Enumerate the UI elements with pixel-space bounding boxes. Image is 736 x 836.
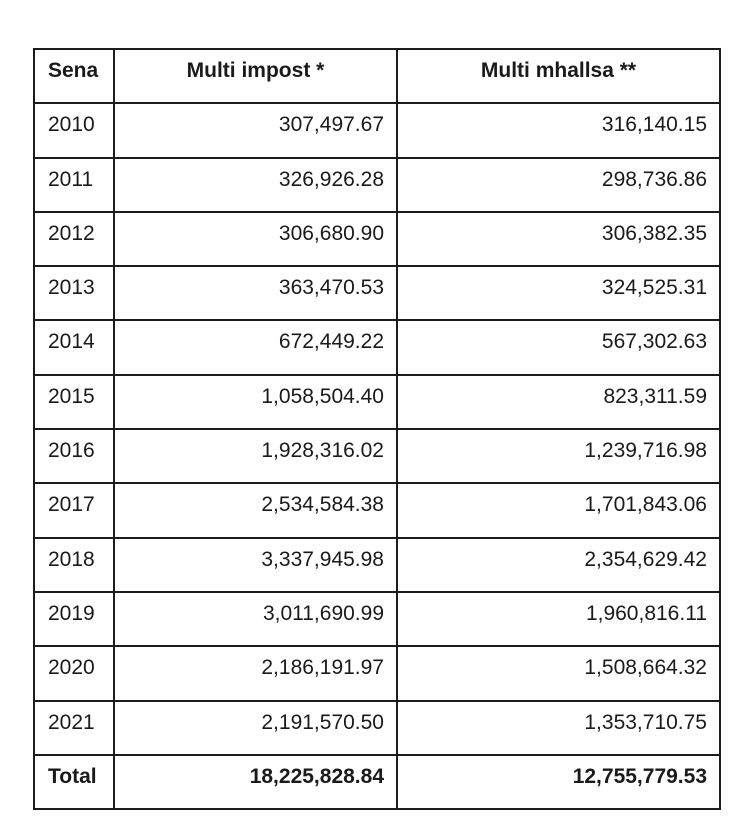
year-cell: 2012 <box>34 212 114 266</box>
mhallsa-cell: 1,239,716.98 <box>397 429 720 483</box>
table-row <box>34 592 720 646</box>
impost-cell: 3,011,690.99 <box>114 592 397 646</box>
impost-cell: 326,926.28 <box>114 158 397 212</box>
table-row <box>34 701 720 755</box>
table-row <box>34 212 720 266</box>
year-cell: 2014 <box>34 320 114 374</box>
table-row <box>34 320 720 374</box>
table-row <box>34 158 720 212</box>
year-cell: 2010 <box>34 103 114 157</box>
mhallsa-cell: 1,960,816.11 <box>397 592 720 646</box>
mhallsa-cell: 823,311.59 <box>397 375 720 429</box>
total-impost: 18,225,828.84 <box>114 755 397 809</box>
mhallsa-cell: 316,140.15 <box>397 103 720 157</box>
data-table <box>33 48 721 810</box>
table-row <box>34 266 720 320</box>
impost-cell: 2,191,570.50 <box>114 701 397 755</box>
impost-cell: 2,534,584.38 <box>114 483 397 537</box>
year-cell: 2019 <box>34 592 114 646</box>
year-cell: 2011 <box>34 158 114 212</box>
mhallsa-cell: 324,525.31 <box>397 266 720 320</box>
header-row <box>34 49 720 103</box>
mhallsa-cell: 1,701,843.06 <box>397 483 720 537</box>
impost-cell: 3,337,945.98 <box>114 538 397 592</box>
mhallsa-cell: 2,354,629.42 <box>397 538 720 592</box>
table-row <box>34 429 720 483</box>
mhallsa-cell: 306,382.35 <box>397 212 720 266</box>
mhallsa-cell: 1,353,710.75 <box>397 701 720 755</box>
header-multi-mhallsa: Multi mhallsa ** <box>397 49 720 103</box>
mhallsa-cell: 298,736.86 <box>397 158 720 212</box>
impost-cell: 1,928,316.02 <box>114 429 397 483</box>
total-label: Total <box>34 755 114 809</box>
impost-cell: 672,449.22 <box>114 320 397 374</box>
table-row <box>34 646 720 700</box>
total-row <box>34 755 720 809</box>
table-row <box>34 103 720 157</box>
impost-cell: 2,186,191.97 <box>114 646 397 700</box>
year-cell: 2017 <box>34 483 114 537</box>
table-container <box>33 48 721 810</box>
year-cell: 2018 <box>34 538 114 592</box>
header-multi-impost: Multi impost * <box>114 49 397 103</box>
impost-cell: 1,058,504.40 <box>114 375 397 429</box>
header-year: Sena <box>34 49 114 103</box>
mhallsa-cell: 567,302.63 <box>397 320 720 374</box>
mhallsa-cell: 1,508,664.32 <box>397 646 720 700</box>
year-cell: 2015 <box>34 375 114 429</box>
impost-cell: 307,497.67 <box>114 103 397 157</box>
year-cell: 2020 <box>34 646 114 700</box>
impost-cell: 363,470.53 <box>114 266 397 320</box>
year-cell: 2016 <box>34 429 114 483</box>
total-mhallsa: 12,755,779.53 <box>397 755 720 809</box>
year-cell: 2021 <box>34 701 114 755</box>
year-cell: 2013 <box>34 266 114 320</box>
table-row <box>34 538 720 592</box>
impost-cell: 306,680.90 <box>114 212 397 266</box>
table-row <box>34 483 720 537</box>
table-row <box>34 375 720 429</box>
